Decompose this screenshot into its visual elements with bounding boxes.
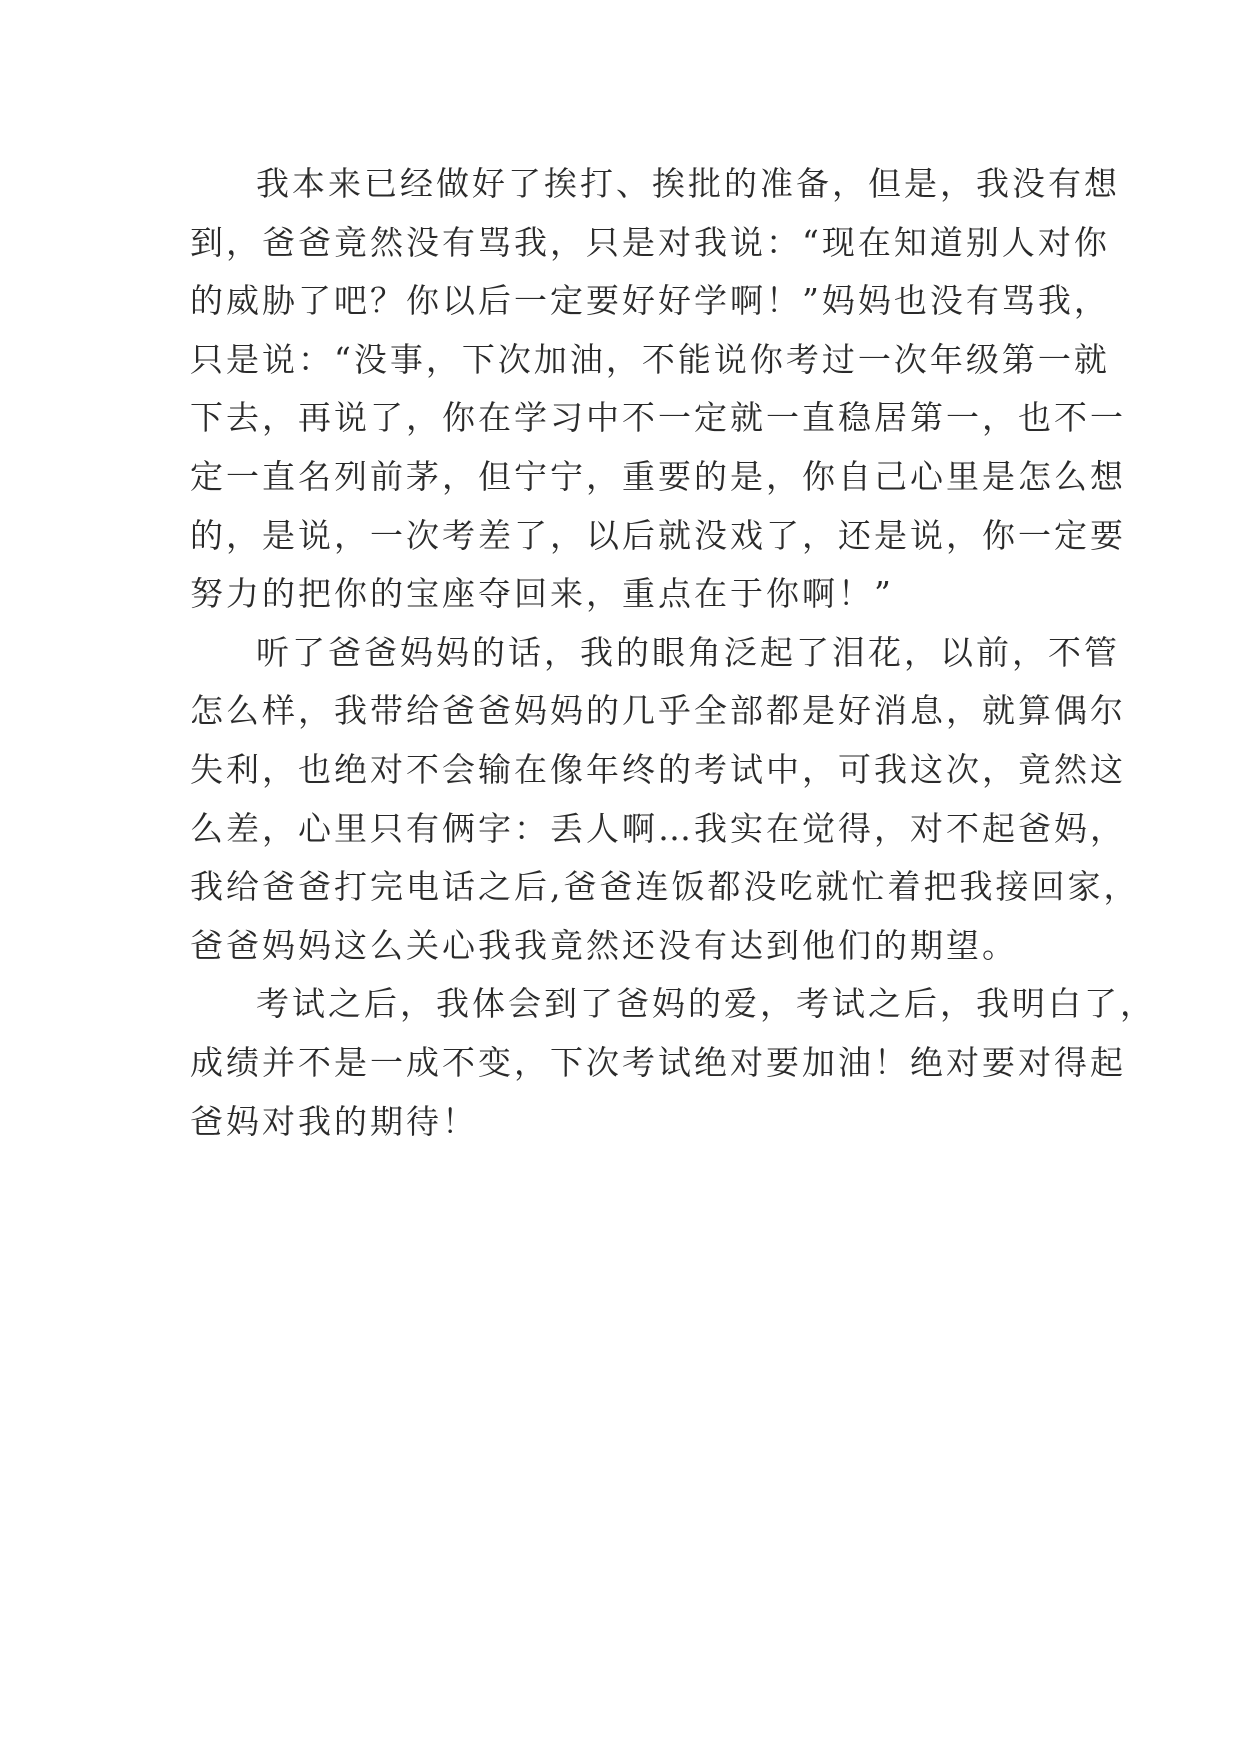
text-line: 定一直名列前茅，但宁宁，重要的是，你自己心里是怎么想	[190, 456, 1126, 496]
paragraph-2	[190, 624, 1140, 976]
text-line: 怎么样，我带给爸爸妈妈的几乎全部都是好消息，就算偶尔	[190, 691, 1126, 731]
text-line: 爸妈对我的期待！	[190, 1101, 478, 1141]
text-line: 到，爸爸竟然没有骂我，只是对我说：“现在知道别人对你	[190, 222, 1110, 262]
text-line: 的，是说，一次考差了，以后就没戏了，还是说，你一定要	[190, 515, 1126, 555]
text-line: 只是说：“没事，下次加油，不能说你考过一次年级第一就	[190, 339, 1110, 379]
text-line: 下去，再说了，你在学习中不一定就一直稳居第一，也不一	[190, 398, 1126, 438]
text-line: 爸爸妈妈这么关心我我竟然还没有达到他们的期望。	[190, 925, 1018, 965]
text-line: 么差，心里只有俩字：丢人啊…我实在觉得，对不起爸妈，	[190, 808, 1126, 848]
paragraph-1	[190, 155, 1126, 624]
paragraph-3	[190, 975, 1156, 1151]
body-text	[190, 155, 1156, 1151]
text-line: 考试之后，我体会到了爸妈的爱，考试之后，我明白了，	[256, 984, 1156, 1024]
text-line: 我本来已经做好了挨打、挨批的准备，但是，我没有想	[256, 164, 1120, 203]
text-line: 失利，也绝对不会输在像年终的考试中，可我这次，竟然这	[190, 749, 1126, 789]
text-line: 的威胁了吧？你以后一定要好好学啊！”妈妈也没有骂我，	[190, 281, 1110, 321]
text-line: 努力的把你的宝座夺回来，重点在于你啊！”	[190, 574, 894, 614]
text-line: 听了爸爸妈妈的话，我的眼角泛起了泪花，以前，不管	[256, 632, 1120, 672]
text-line: 我给爸爸打完电话之后,爸爸连饭都没吃就忙着把我接回家，	[190, 867, 1140, 907]
text-line: 成绩并不是一成不变，下次考试绝对要加油！绝对要对得起	[190, 1042, 1126, 1082]
